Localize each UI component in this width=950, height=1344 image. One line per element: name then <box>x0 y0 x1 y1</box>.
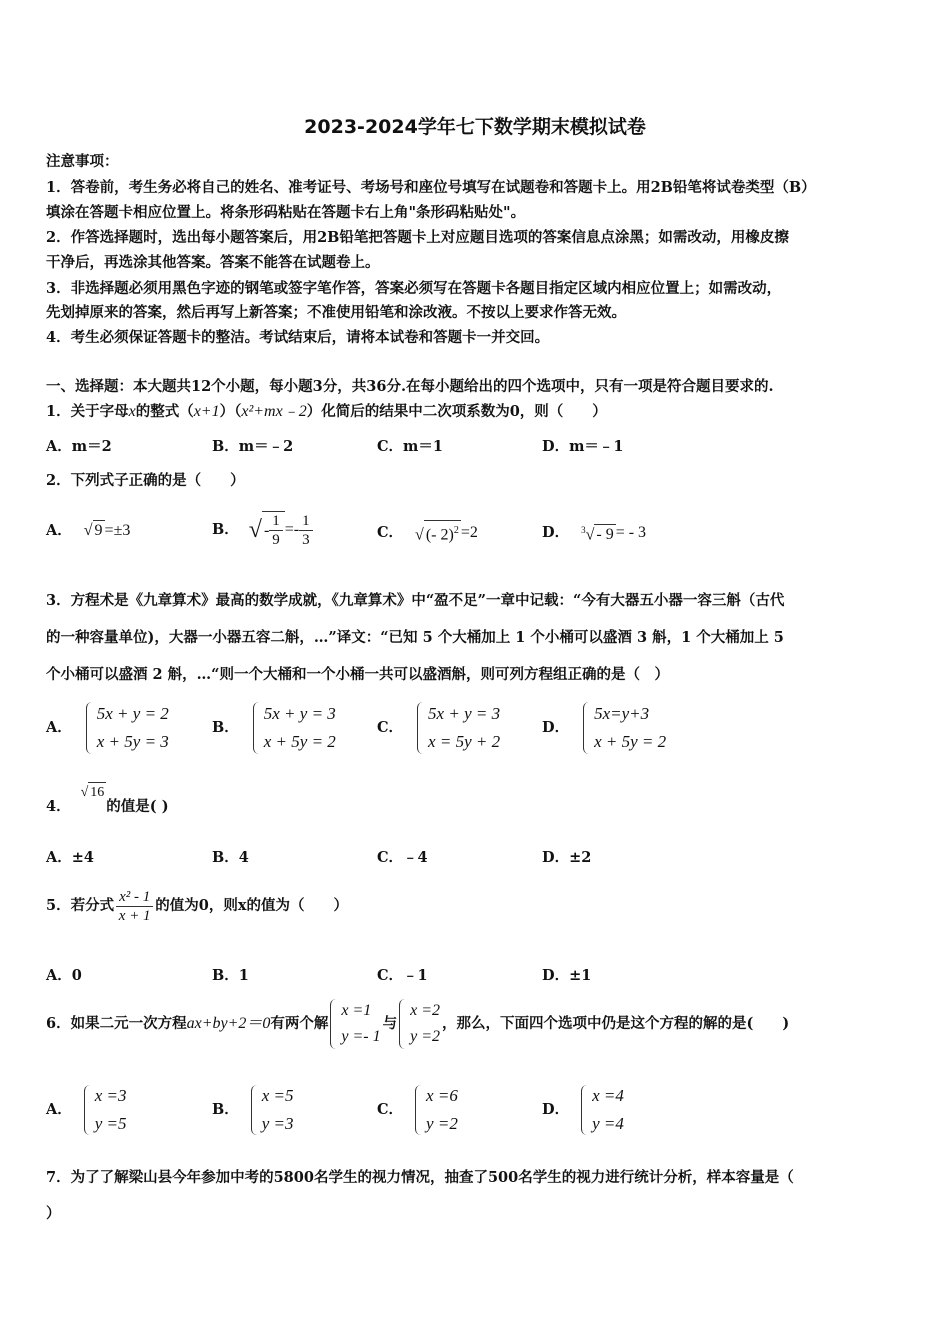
notice-line: 1．答卷前，考生务必将自己的姓名、准考证号、考场号和座位号填写在试题卷和答题卡上。用2B铅笔将试卷类型（B） <box>46 179 816 196</box>
section-heading: 一、选择题：本大题共12个小题，每小题3分，共36分.在每小题给出的四个选项中，只有一项是符合题目要求的. <box>46 378 774 395</box>
q2-option-a: A． √ 9 =±3 <box>46 521 131 539</box>
notice-line: 4．考生必须保证答题卡的整洁。考试结束后，请将本试卷和答题卡一并交回。 <box>46 329 550 346</box>
q6-option-a: A． x =3 y =5 <box>46 1086 127 1133</box>
question-1-stem: 1．关于字母x的整式（x+1）（x²+mx﹣2）化简后的结果中二次项系数为0，则（ ） <box>46 403 607 420</box>
q5-option-c: C．﹣1 <box>377 967 428 984</box>
question-3-stem: 的一种容量单位)，大器一小器五容二斛，…”译文：“已知 5 个大桶加上 1 个小桶可以盛酒 3 斛，1 个大桶加上 5 <box>46 629 784 646</box>
q1-option-d: D．m＝﹣1 <box>542 438 624 455</box>
q5-option-a: A．0 <box>46 967 82 984</box>
question-2-stem: 2．下列式子正确的是（ ） <box>46 472 245 489</box>
question-3-stem: 3．方程术是《九章算术》最高的数学成就，《九章算术》中“盈不足”一章中记载：“今有大器五小器一容三斛（古代 <box>46 592 785 609</box>
q1-option-c: C．m＝1 <box>377 438 443 455</box>
q4-option-b: B．4 <box>212 849 249 866</box>
q6-option-d: D． x =4 y =4 <box>542 1086 624 1133</box>
question-3-stem: 个小桶可以盛酒 2 斛，…“则一个大桶和一个小桶一共可以盛酒斛，则可列方程组正确的是（ ） <box>46 666 670 683</box>
q3-option-b: B． 5x + y = 3 x + 5y = 2 <box>212 700 336 756</box>
q5-option-b: B．1 <box>212 967 249 984</box>
q3-option-c: C． 5x + y = 3 x = 5y + 2 <box>377 700 500 756</box>
q2-option-c: C． √ (- 2)$^2$ =2 <box>377 520 478 545</box>
notice-line: 先划掉原来的答案，然后再写上新答案；不准使用铅笔和涂改液。不按以上要求作答无效。 <box>46 304 626 321</box>
q1-option-a: A．m＝2 <box>46 438 112 455</box>
notice-line: 填涂在答题卡相应位置上。将条形码粘贴在答题卡右上角"条形码粘贴处"。 <box>46 204 526 221</box>
q4-option-d: D．±2 <box>542 849 592 866</box>
q3-option-a: A． 5x + y = 2 x + 5y = 3 <box>46 700 169 756</box>
q6-option-c: C． x =6 y =2 <box>377 1086 458 1133</box>
q1-option-b: B．m＝﹣2 <box>212 438 294 455</box>
q2-option-b: B． √ - $\frac{1}{9}$ =- $\frac{1}{3}$ <box>212 508 313 552</box>
question-5-stem: 5．若分式 $\frac{\text{x² - 1}}{x + 1}$ 的值为0，则x的值为（ ） <box>46 888 348 924</box>
q6-option-b: B． x =5 y =3 <box>212 1086 294 1133</box>
question-6-stem: 6．如果二元一次方程 ax+by+2＝0 有两个解 x =1 y =- 1 与 x =2 y =2 ，那么，下面四个选项中仍是这个方程的解的是( ) <box>46 996 789 1052</box>
q4-option-c: C．﹣4 <box>377 849 428 866</box>
question-7-stem: 7．为了了解梁山县今年参加中考的5800名学生的视力情况，抽查了500名学生的视力进行统计分析，样本容量是（ <box>46 1169 794 1186</box>
q2-option-d: D． $^3$√ - 9 = - 3 <box>542 523 647 544</box>
question-7-stem: ） <box>46 1205 61 1222</box>
notice-line: 2．作答选择题时，选出每小题答案后，用2B铅笔把答题卡上对应题目选项的答案信息点涂黑；如需改动，用橡皮擦 <box>46 229 789 246</box>
notice-line: 干净后，再选涂其他答案。答案不能答在试题卷上。 <box>46 254 380 271</box>
q3-option-d: D． 5x=y+3 x + 5y = 2 <box>542 700 666 756</box>
q4-option-a: A．±4 <box>46 849 94 866</box>
notice-heading: 注意事项： <box>46 153 119 170</box>
q5-option-d: D．±1 <box>542 967 592 984</box>
notice-line: 3．非选择题必须用黑色字迹的钢笔或签字笔作答，答案必须写在答题卡各题目指定区域内相应位置上；如需改动， <box>46 280 782 297</box>
page-title: 2023-2024学年七下数学期末模拟试卷 <box>304 116 646 138</box>
question-4-stem: 4． √ 16 的值是( ) <box>46 796 169 817</box>
